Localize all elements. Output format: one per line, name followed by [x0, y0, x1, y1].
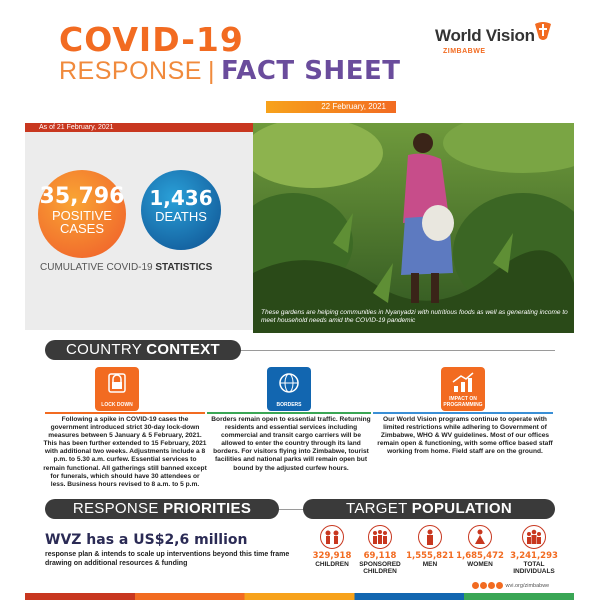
- man-icon: [418, 525, 442, 549]
- target-children: [307, 525, 357, 568]
- group-icon: [522, 525, 546, 549]
- header: [25, 0, 574, 125]
- impact-text: Our World Vision programs continue to operate with limited restrictions while adhering to Government of Zimbabwe, WHO & WV guidelines. Most of our offices remain open & functioning, with some office based staff working from home. Field staff are on the ground.: [377, 416, 553, 456]
- website-link[interactable]: wvi.org/zimbabwe: [505, 582, 550, 589]
- twitter-icon[interactable]: [480, 582, 487, 589]
- deaths-value: 1,436: [149, 186, 213, 210]
- target-sponsored-children: [355, 525, 405, 575]
- garden-photo-illustration: [253, 123, 574, 333]
- social-links: [472, 582, 549, 589]
- children-value: 329,918: [312, 551, 352, 561]
- report-date: 22 February, 2021: [266, 101, 396, 113]
- positive-cases-value: 35,796: [39, 184, 125, 209]
- cumulative-prefix: CUMULATIVE COVID-19: [40, 262, 156, 273]
- target-population-heading-light: TARGET: [346, 500, 412, 517]
- target-men: [405, 525, 455, 568]
- women-value: 1,685,472: [456, 551, 504, 561]
- deaths-badge: [141, 170, 221, 250]
- garden-photo: [253, 123, 574, 333]
- positive-cases-label-2: CASES: [59, 221, 105, 236]
- title-fact-sheet: FACT SHEET: [220, 56, 401, 86]
- children-label: CHILDREN: [315, 561, 349, 568]
- men-label: MEN: [422, 561, 438, 568]
- lockdown-tile: [95, 367, 139, 411]
- borders-rule: [207, 412, 371, 414]
- footer-color-bar: [25, 593, 574, 600]
- facebook-icon[interactable]: [472, 582, 479, 589]
- target-women: [455, 525, 505, 568]
- globe-icon: [277, 372, 301, 394]
- lockdown-text: Following a spike in COVID-19 cases the government introduced strict 30-day lock-down measures between 5 January & 5 February, 2021. This has been further extended to 15 February, 2021 with additional two weeks. Adjustments include a 8 p.m. to 5.30 a.m. curfew. Essential services to remain functional. All gatherings still banned except for funerals, which should have 30 attendees or less. Business hours revised to 8 a.m. to 5 p.m.: [43, 416, 207, 488]
- cumulative-label: [40, 262, 212, 273]
- deaths-label: DEATHS: [155, 209, 207, 224]
- positive-cases-badge: [38, 170, 126, 258]
- as-of-date: As of 21 February, 2021: [25, 123, 253, 132]
- org-logo-star-icon: [533, 18, 553, 42]
- men-value: 1,555,821: [406, 551, 454, 561]
- impact-label: IMPACT ON PROGRAMMING: [443, 396, 483, 408]
- target-population-heading-bold: POPULATION: [411, 500, 512, 517]
- photo-caption: These gardens are helping communities in Nyanyadzi with nutritious foods as well as generating income to meet household needs amid the COVID-19 pandemic: [261, 309, 568, 324]
- borders-text: Borders remain open to essential traffic. Returning residents and essential services including commercial and transit cargo carriers will be allowed to enter the country through its land borders. For visitors flying into Zimbabwe, tourist facilities and national parks will remain open but bound by the adjusted curfew hours.: [211, 416, 371, 472]
- fact-sheet-page: [25, 0, 574, 600]
- response-priorities-heading-light: RESPONSE: [72, 500, 164, 517]
- women-label: WOMEN: [467, 561, 493, 568]
- country-context-heading-light: COUNTRY: [66, 341, 147, 358]
- positive-cases-label-1: POSITIVE: [52, 208, 112, 223]
- response-priorities-heading: [45, 499, 279, 519]
- org-logo-subtitle: ZIMBABWE: [443, 48, 486, 55]
- borders-label: BORDERS: [276, 402, 302, 408]
- target-total: [509, 525, 559, 575]
- woman-icon: [468, 525, 492, 549]
- lockdown-rule: [45, 412, 205, 414]
- chart-icon: [451, 372, 475, 394]
- sponsored-children-label: SPONSORED CHILDREN: [359, 561, 401, 575]
- total-value: 3,241,293: [510, 551, 558, 561]
- country-context-heading: [45, 340, 241, 360]
- total-label: TOTAL INDIVIDUALS: [513, 561, 555, 575]
- impact-rule: [373, 412, 553, 414]
- target-population-heading: [303, 499, 555, 519]
- sponsored-children-icon: [368, 525, 392, 549]
- org-logo-text: World Vision: [435, 26, 535, 45]
- sponsored-children-value: 69,118: [363, 551, 397, 561]
- title-response: RESPONSE: [59, 57, 202, 85]
- cumulative-bold: STATISTICS: [155, 262, 213, 273]
- borders-tile: [267, 367, 311, 411]
- response-priorities-heading-bold: PRIORITIES: [163, 500, 252, 517]
- impact-tile: [441, 367, 485, 411]
- response-plan-text: response plan & intends to scale up interventions beyond this time frame drawing on additional resources & funding: [45, 551, 290, 567]
- lockdown-label: LOCK DOWN: [101, 402, 133, 408]
- youtube-icon[interactable]: [488, 582, 495, 589]
- title-response-line: [59, 56, 400, 86]
- title-divider: |: [207, 57, 215, 85]
- country-context-heading-bold: CONTEXT: [146, 341, 220, 358]
- lock-icon: [105, 372, 129, 394]
- title-covid: COVID-19: [59, 20, 244, 59]
- response-plan-amount: WVZ has a US$2,6 million: [45, 532, 248, 548]
- children-icon: [320, 525, 344, 549]
- instagram-icon[interactable]: [496, 582, 503, 589]
